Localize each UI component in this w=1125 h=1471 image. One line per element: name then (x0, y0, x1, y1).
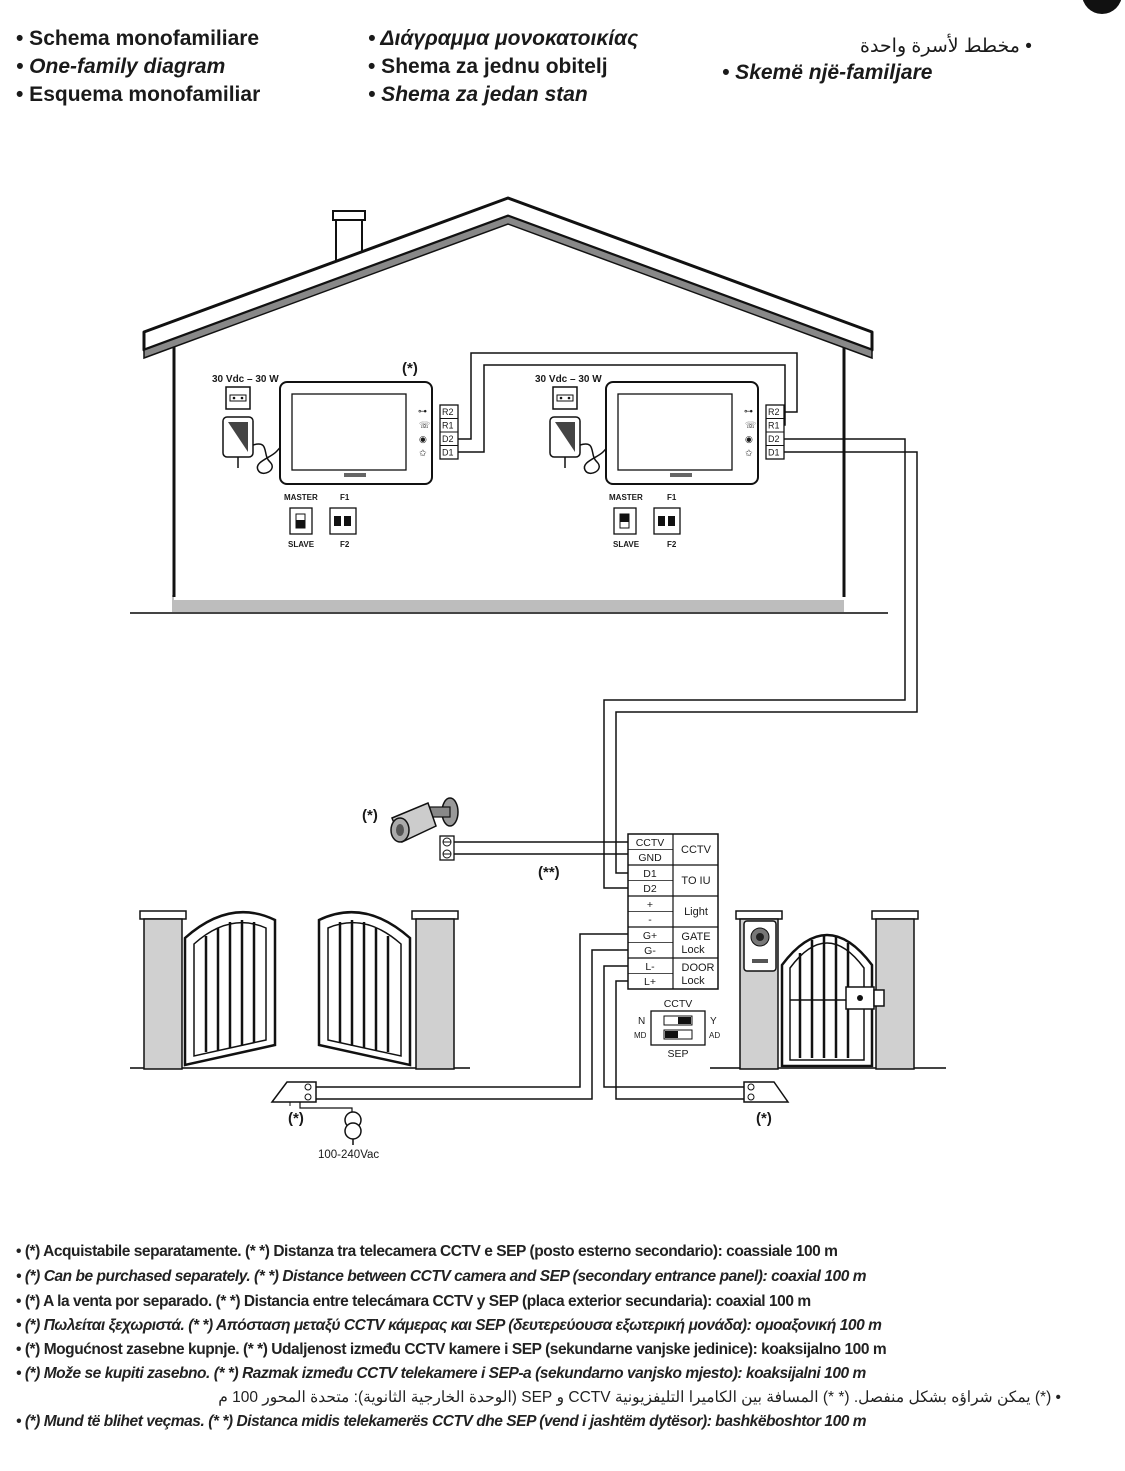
svg-text:D2: D2 (442, 434, 454, 444)
note-english: • (*) Can be purchased separately. (* *) Distance between CCTV camera and SEP (secondary entrance panel): coaxial 100 m (16, 1268, 867, 1285)
title-greek: • Διάγραμμα μονοκατοικίας (368, 27, 639, 50)
distance-mark: (**) (538, 864, 560, 881)
svg-text:MASTER: MASTER (284, 493, 318, 502)
svg-text:F2: F2 (340, 540, 350, 549)
star-icon: ✩ (745, 448, 753, 458)
monitor-terminal-block-1 (440, 405, 458, 459)
handset-icon: ☏ (419, 420, 431, 430)
eye-icon: ◉ (745, 434, 753, 444)
note-greek: • (*) Πωλείται ξεχωριστά. (* *) Απόσταση μεταξύ CCTV κάμερας και SEP (δευτερεύουσα εξωτερική μονάδα): ομοαξονική 100 m (16, 1317, 882, 1334)
handset-icon: ☏ (745, 420, 757, 430)
title-spanish: • Esquema monofamiliar (16, 83, 261, 106)
svg-text:R1: R1 (768, 420, 780, 431)
note-arabic: • (*) يمكن شراؤه بشكل منفصل. (* *) المسافة بين الكاميرا التليفزيونية CCTV و SEP (الوحدة الخارجية الثانوية): متحدة المحور 100 م (218, 1389, 1061, 1406)
svg-text:Lock: Lock (681, 975, 705, 987)
eye-icon: ◉ (419, 434, 427, 444)
note-albanian: • (*) Mund të blihet veçmas. (* *) Distanca midis telekamerës CCTV dhe SEP (vend i jashtëm dytësor): bashkëboshtor 100 m (16, 1413, 867, 1430)
svg-text:SLAVE: SLAVE (288, 540, 315, 549)
svg-text:MD: MD (634, 1031, 647, 1040)
svg-text:SEP: SEP (667, 1048, 689, 1060)
title-italian: • Schema monofamiliare (16, 27, 260, 50)
psu-label-2: 30 Vdc – 30 W (535, 374, 602, 385)
svg-text:MASTER: MASTER (609, 493, 643, 502)
star-icon: ✩ (419, 448, 427, 458)
optional-mark-door-lock: (*) (756, 1110, 772, 1127)
svg-text:R1: R1 (442, 420, 454, 431)
svg-text:R2: R2 (442, 407, 454, 417)
note-spanish: • (*) A la venta por separado. (* *) Distancia entre telecámara CCTV y SEP (placa exterior secundaria): coaxial 100 m (16, 1293, 811, 1310)
swing-gate (130, 911, 470, 1069)
svg-text:CCTV: CCTV (635, 837, 665, 849)
svg-text:G-: G- (644, 945, 656, 957)
svg-text:D1: D1 (442, 447, 454, 458)
title-english: • One-family diagram (16, 55, 226, 78)
svg-text:D2: D2 (768, 434, 780, 444)
svg-text:SLAVE: SLAVE (613, 540, 640, 549)
svg-text:D2: D2 (643, 883, 657, 895)
key-icon: ⊶ (418, 406, 427, 416)
svg-text:GND: GND (638, 852, 662, 864)
svg-text:Lock: Lock (681, 944, 705, 956)
note-croatian: • (*) Mogućnost zasebne kupnje. (* *) Udaljenost između CCTV kamere i SEP (sekundarne vanjske jedinice): koaksijalno 100 m (16, 1341, 887, 1358)
door-lock-connector (744, 1082, 788, 1127)
svg-text:F2: F2 (667, 540, 677, 549)
gate-lock-connector (272, 1082, 379, 1161)
title-albanian: • Skemë një-familjare (722, 61, 933, 84)
note-serbian: • (*) Može se kupiti zasebno. (* *) Razmak između CCTV telekamere i SEP-a (sekundarno vanjsko mjesto): koaksijalni 100 m (16, 1365, 866, 1382)
cctv-camera (362, 798, 628, 881)
svg-text:CCTV: CCTV (663, 998, 693, 1010)
sep-mode-switch (634, 998, 720, 1060)
svg-text:F1: F1 (340, 493, 350, 502)
svg-text:D1: D1 (768, 447, 780, 458)
psu-label-1: 30 Vdc – 30 W (212, 374, 279, 385)
pedestrian-gate (710, 911, 946, 1069)
key-icon: ⊶ (744, 406, 753, 416)
svg-text:R2: R2 (768, 407, 780, 417)
svg-text:+: + (646, 899, 654, 911)
title-serbian: • Shema za jedan stan (368, 83, 588, 106)
svg-text:DOOR: DOOR (681, 962, 715, 974)
svg-text:GATE: GATE (681, 931, 711, 943)
monitor-terminal-block-2 (766, 405, 784, 459)
optional-mark-camera: (*) (362, 807, 378, 824)
svg-text:G+: G+ (642, 930, 658, 942)
svg-text:N: N (638, 1016, 646, 1027)
svg-text:Light: Light (684, 906, 708, 918)
svg-text:Y: Y (710, 1016, 717, 1027)
svg-text:L-: L- (645, 961, 655, 973)
svg-text:D1: D1 (643, 868, 657, 880)
svg-text:F1: F1 (667, 493, 677, 502)
optional-mark-gate-lock: (*) (288, 1110, 304, 1127)
title-croatian: • Shema za jednu obitelj (368, 55, 608, 78)
svg-text:CCTV: CCTV (681, 844, 711, 856)
svg-text:-: - (648, 914, 652, 926)
note-italian: • (*) Acquistabile separatamente. (* *) Distanza tra telecamera CCTV e SEP (posto esterno secondario): coassiale 100 m (16, 1243, 838, 1260)
sep-door-station (744, 921, 776, 971)
mains-label: 100-240Vac (318, 1149, 380, 1161)
svg-text:TO IU: TO IU (681, 875, 711, 887)
optional-mark-monitor: (*) (402, 360, 418, 377)
svg-text:L+: L+ (644, 976, 656, 988)
svg-text:AD: AD (709, 1031, 721, 1040)
transformer-icon (345, 1112, 361, 1145)
sep-terminal-block (628, 834, 718, 989)
title-arabic: • مخطط لأسرة واحدة (860, 36, 1032, 57)
